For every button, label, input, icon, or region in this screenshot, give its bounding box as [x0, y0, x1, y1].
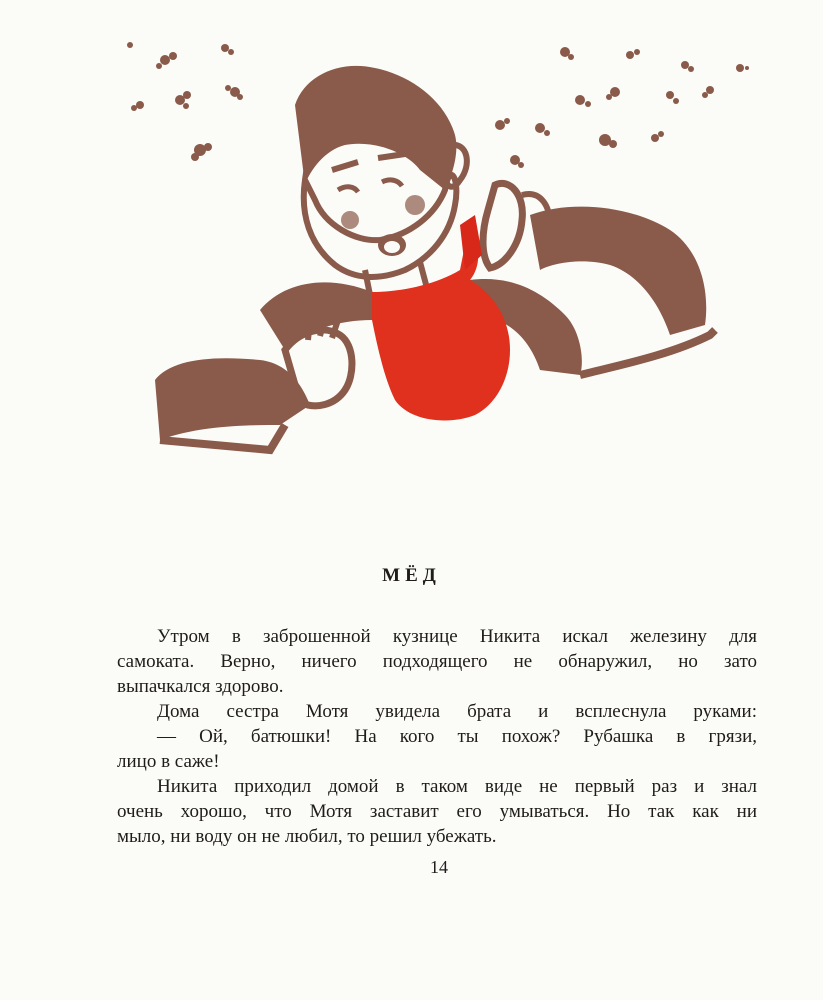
- text-line: очень хорошо, что Мотя заставит его умываться. Но так как ни: [117, 801, 757, 822]
- text-line: выпачкался здорово.: [117, 676, 284, 697]
- text-line: самоката. Верно, ничего подходящего не обнаружил, но зато: [117, 651, 757, 672]
- story-text: [117, 624, 757, 849]
- text-line: Дома сестра Мотя увидела брата и всплеснула руками:: [157, 701, 757, 722]
- illustration: [110, 30, 760, 470]
- page-number: 14: [430, 857, 448, 877]
- boy-figure: [155, 66, 715, 450]
- text-line: мыло, ни воду он не любил, то решил убежать.: [117, 826, 497, 847]
- story-title: МЁД: [382, 565, 441, 586]
- text-line: — Ой, батюшки! На кого ты похож? Рубашка в грязи,: [157, 726, 757, 747]
- text-line: Утром в заброшенной кузнице Никита искал железину для: [157, 626, 757, 647]
- text-line: лицо в саже!: [117, 751, 220, 772]
- text-line: Никита приходил домой в таком виде не первый раз и знал: [157, 776, 757, 797]
